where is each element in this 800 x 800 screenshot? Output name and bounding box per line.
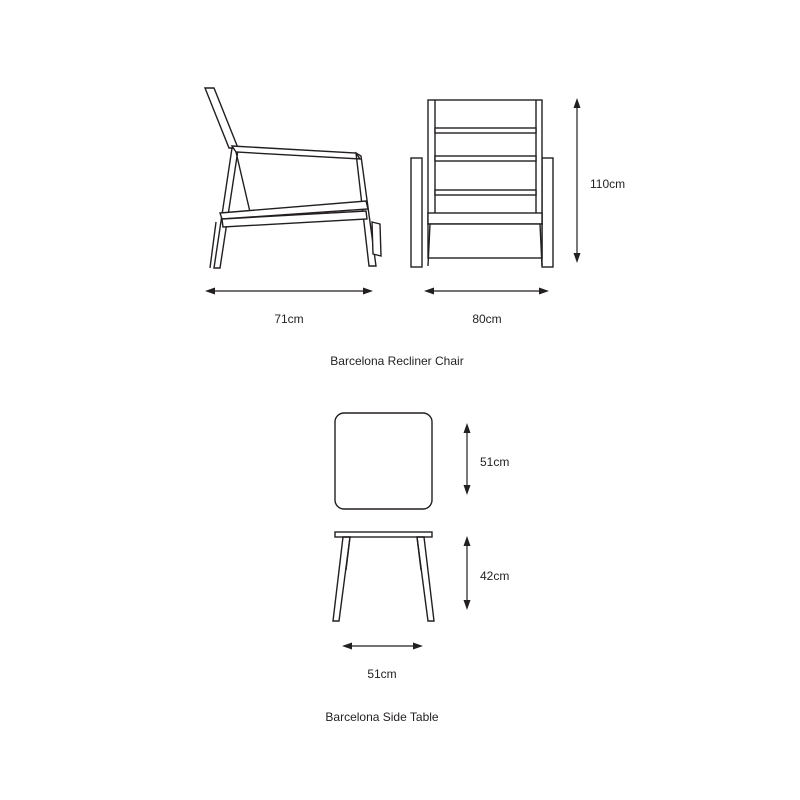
- table-depth-label: 51cm: [480, 455, 510, 469]
- table-height-label: 42cm: [480, 569, 510, 583]
- dimension-front-width: [424, 288, 549, 295]
- side-table-side-view: [333, 532, 434, 621]
- dimension-chair-height: [574, 98, 581, 263]
- side-table-caption: Barcelona Side Table: [325, 710, 439, 724]
- recliner-side-view: [205, 88, 381, 268]
- side-width-label: 71cm: [274, 312, 304, 326]
- front-width-label: 80cm: [472, 312, 502, 326]
- dimension-table-height: [464, 536, 471, 610]
- table-width-label: 51cm: [367, 667, 397, 681]
- chair-height-label: 110cm: [590, 177, 626, 191]
- dimension-table-depth: [464, 423, 471, 495]
- side-table-top-view: [335, 413, 432, 509]
- recliner-caption: Barcelona Recliner Chair: [330, 354, 464, 368]
- dimension-side-width: [205, 288, 373, 295]
- recliner-front-view: [411, 100, 553, 267]
- dimension-table-width: [342, 643, 423, 650]
